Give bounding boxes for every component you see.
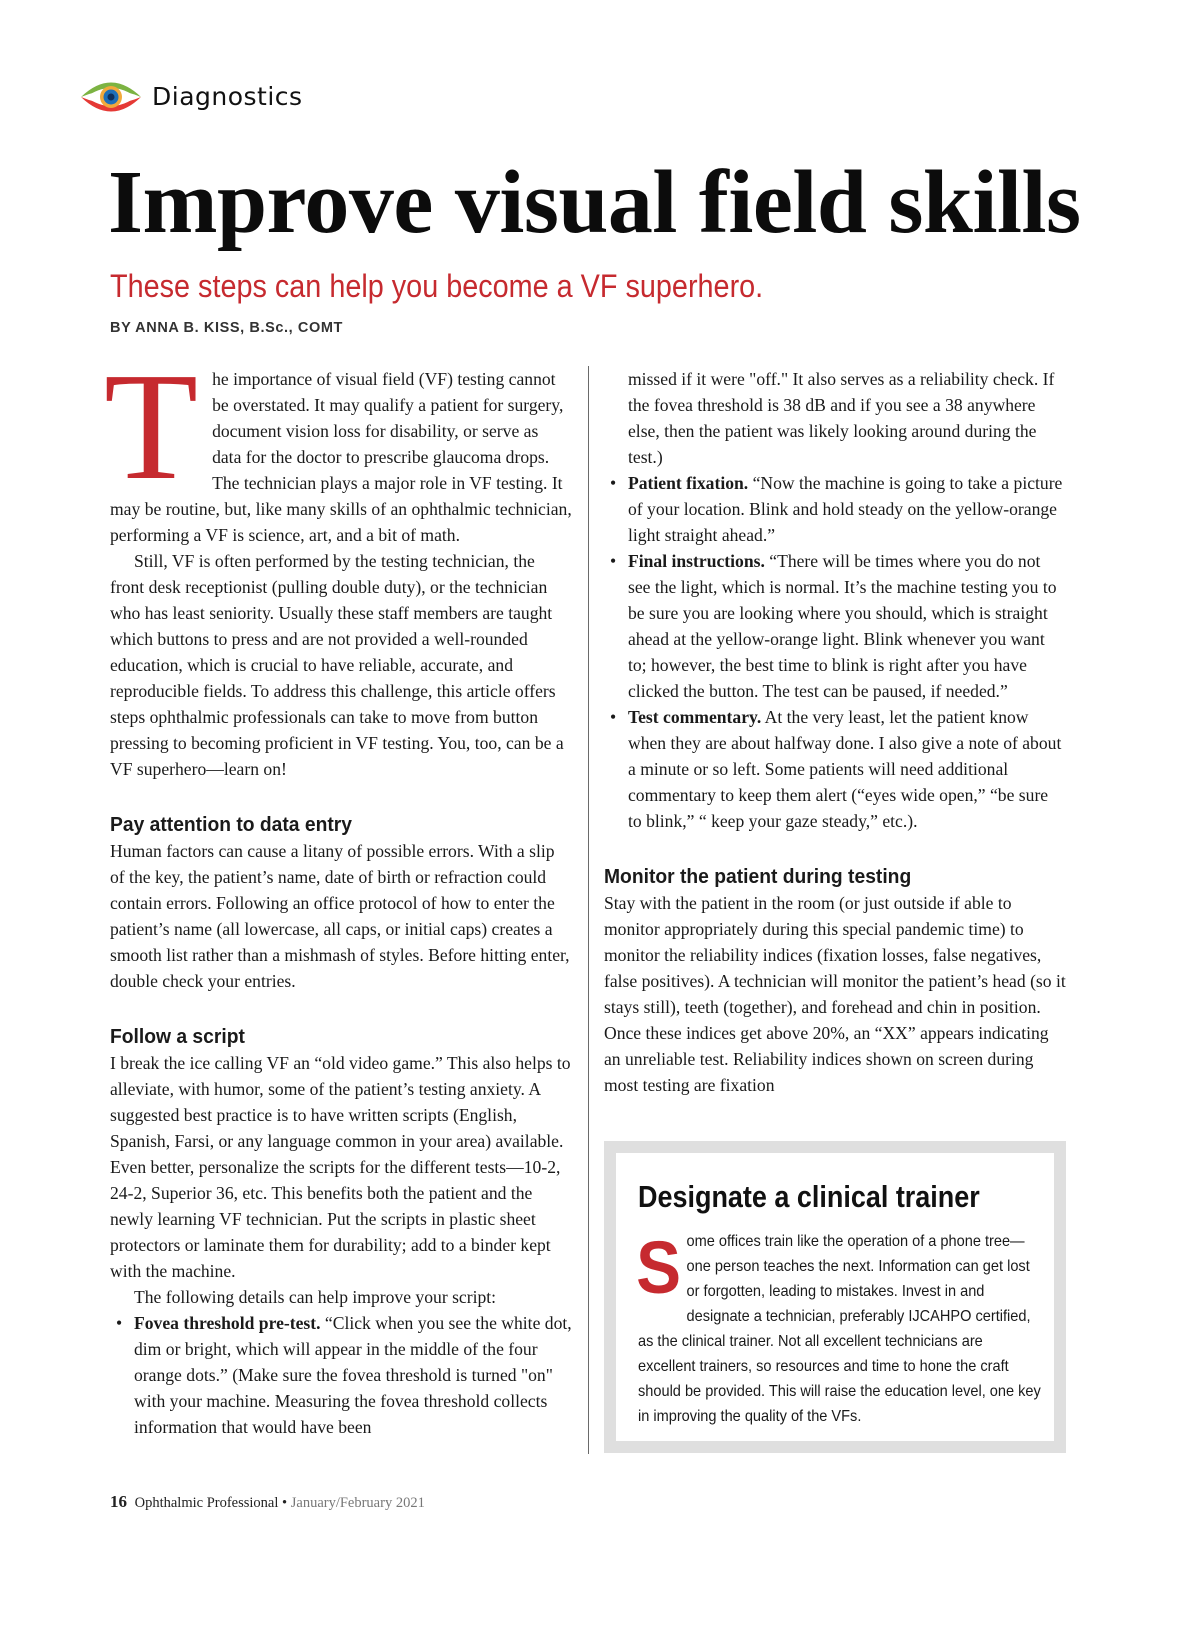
- sidebar-title: Designate a clinical trainer: [638, 1179, 980, 1214]
- issue-date: January/February 2021: [290, 1495, 425, 1511]
- article-title: Improve visual field skills: [108, 153, 1081, 252]
- sidebar-paragraph: [636, 1226, 1044, 1429]
- bullet-text: “There will be times where you do not see the light, which is normal. It’s the machine testing you to be sure you are looking where you should, which is straight ahead at the yellow-orange light. Blink whenever you want to; however, the best time to blink is right after you have clicked the button. The test can be paused, if needed.”: [628, 551, 1057, 701]
- bullet-patient-fixation: [604, 470, 1066, 548]
- heading-follow-script: Follow a script: [110, 1025, 245, 1048]
- script-bullet-list-continued: [604, 470, 1066, 834]
- sidebar-box: [604, 1141, 1066, 1453]
- intro-text: he importance of visual field (VF) testing cannot be overstated. It may qualify a patient for surgery, document vision loss for disability, or serve as data for the doctor to prescribe glaucoma drops. The technician plays a major role in VF testing. It may be routine, but, like many skills of an ophthalmic technician, performing a VF is science, art, and a bit of math.: [110, 369, 572, 545]
- eye-logo-icon: [78, 74, 144, 118]
- bullet-lead: Patient fixation.: [628, 473, 749, 493]
- monitor-paragraph: Stay with the patient in the room (or just outside if able to monitor appropriately during this special pandemic time) to monitor the reliability indices (fixation losses, false negatives, false positives). A technician will monitor the patient’s head (so it stays still), teeth (together), and forehead and chin in position. Once these indices get above 20%, an “XX” appears indicating an unreliable test. Reliability indices shown on screen during most testing are fixation: [604, 893, 1066, 1095]
- data-entry-paragraph: Human factors can cause a litany of possible errors. With a slip of the key, the patient’s name, date of birth or refraction could contain errors. Following an office protocol of how to enter the patient’s name (all lowercase, all caps, or initial caps) creates a smooth list rather than a mishmash of styles. Before hitting enter, double check your entries.: [110, 841, 570, 991]
- bullet-text: At the very least, let the patient know when they are about halfway done. I also give a note of about a minute or so left. Some patients will need additional commentary to keep them alert (“eyes wide open,” “be sure to blink,” “ keep your gaze steady,” etc.).: [628, 707, 1062, 831]
- page-footer: [110, 1492, 425, 1512]
- heading-data-entry: Pay attention to data entry: [110, 813, 352, 836]
- byline: BY ANNA B. KISS, B.Sc., COMT: [110, 320, 343, 336]
- column-divider: [588, 366, 589, 1454]
- script-bullet-list: [110, 1310, 572, 1440]
- bullet-final-instructions: [604, 548, 1066, 704]
- intro-paragraph-2: Still, VF is often performed by the testing technician, the front desk receptionist (pulling double duty), or the technician who has least seniority. Usually these staff members are taught which buttons to press and are not provided a well-rounded education, which is crucial to have reliable, accurate, and reproducible fields. To address this challenge, this article offers steps ophthalmic professionals can take to move from button pressing to becoming proficient in VF testing. You, too, can be a VF superhero—learn on!: [110, 551, 564, 779]
- heading-monitor-patient: Monitor the patient during testing: [604, 865, 912, 888]
- bullet-text: “Now the machine is going to take a picture of your location. Blink and hold steady on the yellow-orange light straight ahead.”: [628, 473, 1063, 545]
- sidebar-content: [616, 1153, 1054, 1441]
- intro-paragraph: [104, 342, 572, 548]
- bullet-lead: Test commentary.: [628, 707, 762, 727]
- sidebar-text: ome offices train like the operation of a phone tree—one person teaches the next. Information can get lost or forgotten, leading to mistakes. Invest in and designate a technician, preferably IJCAHPO certified, as the clinical trainer. Not all excellent technicians are excellent trainers, so resources and time to hone the craft should be provided. This will raise the education level, one key in improving the quality of the VFs.: [638, 1233, 1041, 1425]
- sidebar-drop-cap: S: [636, 1226, 682, 1309]
- bullet-test-commentary: [604, 704, 1066, 834]
- section-label: Diagnostics: [152, 81, 303, 111]
- bullet-fovea-threshold: [110, 1310, 572, 1440]
- bullet-lead: Fovea threshold pre-test.: [134, 1313, 321, 1333]
- bullet-continued: missed if it were "off." It also serves as a reliability check. If the fovea threshold is 38 dB and if you see a 38 anywhere else, then the patient was likely looking around during the test.): [628, 369, 1055, 467]
- bullet-lead: Final instructions.: [628, 551, 765, 571]
- script-paragraph: I break the ice calling VF an “old video game.” This also helps to alleviate, with humor, some of the patient’s testing anxiety. A suggested best practice is to have written scripts (English, Spanish, Farsi, or any language common in your area) available. Even better, personalize the scripts for the different tests—10-2, 24-2, Superior 36, etc. This benefits both the patient and the newly learning VF technician. Put the scripts in plastic sheet protectors or laminate them for durability; add to a binder kept with the machine.: [110, 1053, 571, 1281]
- publication-name: Ophthalmic Professional: [134, 1495, 279, 1511]
- script-paragraph-2: The following details can help improve your script:: [134, 1287, 497, 1307]
- column-right: [604, 366, 1066, 1098]
- bullet-text: “Click when you see the white dot, dim or bright, which will appear in the middle of the four orange dots.” (Make sure the fovea threshold is turned "on" with your machine. Measuring the fovea threshold collects information that would have been: [134, 1313, 572, 1437]
- section-tag: [78, 72, 303, 120]
- article-subtitle: These steps can help you become a VF superhero.: [110, 268, 764, 304]
- footer-separator: •: [282, 1495, 288, 1511]
- page-number: 16: [110, 1492, 127, 1511]
- drop-cap: T: [104, 342, 199, 512]
- column-left: [104, 342, 572, 1440]
